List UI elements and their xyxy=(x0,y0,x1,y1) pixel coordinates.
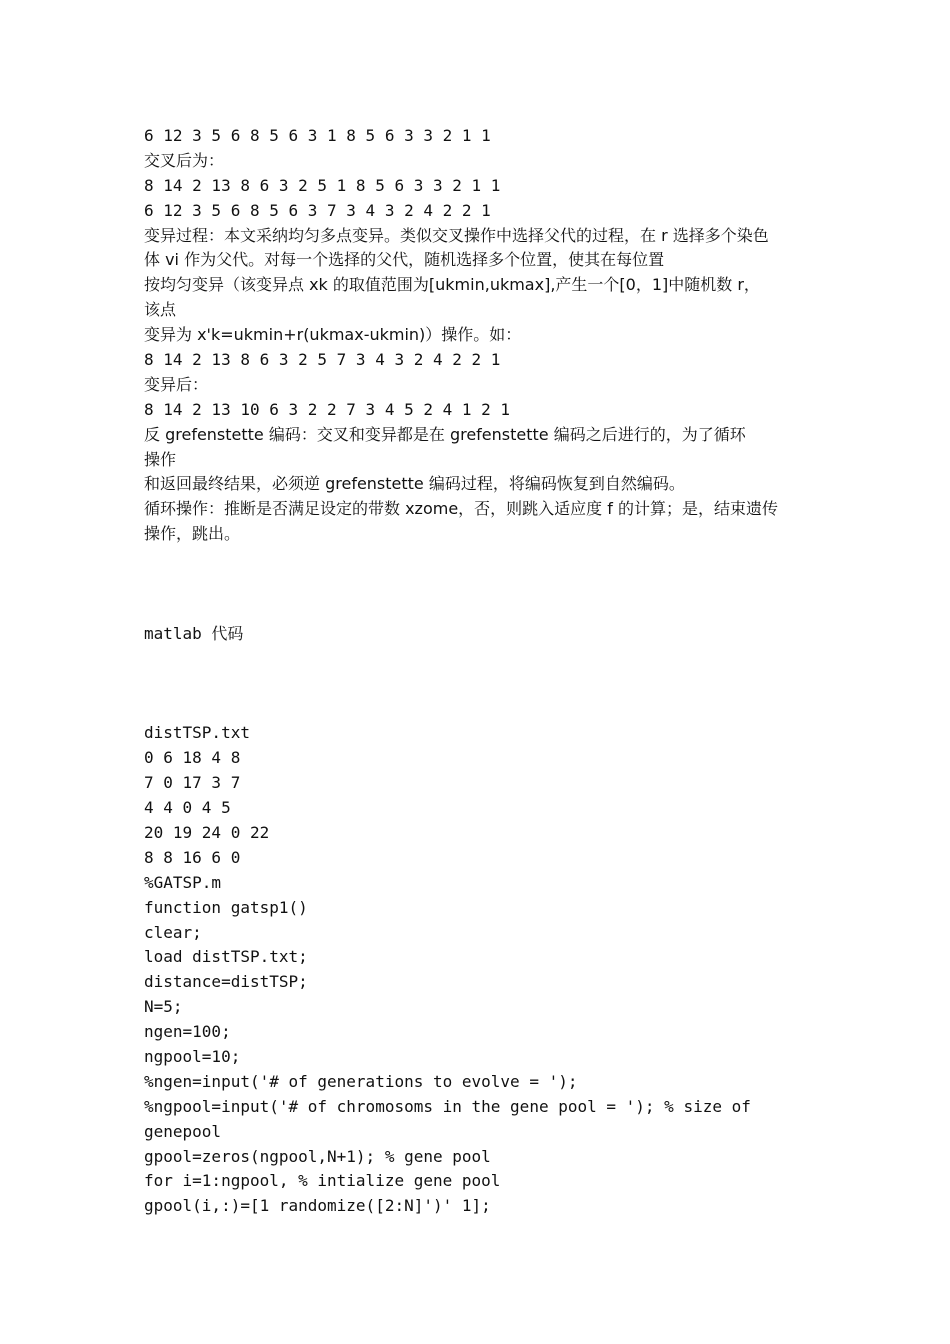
text-line: 反 grefenstette 编码：交叉和变异都是在 grefenstette 编码之后进行的，为了循环 xyxy=(144,425,746,444)
code-line: %ngen=input('# of generations to evolve = '); xyxy=(144,1072,578,1091)
text-line: 变异为 x'k=ukmin+r(ukmax-ukmin)）操作。如： xyxy=(144,325,522,344)
text-line: 该点 xyxy=(144,300,177,319)
text-line: 变异后： xyxy=(144,375,209,394)
code-line: ngen=100; xyxy=(144,1022,231,1041)
text-line: 体 vi 作为父代。对每一个选择的父代，随机选择多个位置，使其在每位置 xyxy=(144,250,665,269)
section-heading: matlab 代码 xyxy=(144,624,244,643)
code-line: 4 4 0 4 5 xyxy=(144,798,231,817)
code-line: %GATSP.m xyxy=(144,873,222,892)
code-line: gpool=zeros(ngpool,N+1); % gene pool xyxy=(144,1147,491,1166)
text-line: 6 12 3 5 6 8 5 6 3 7 3 4 3 2 4 2 2 1 xyxy=(144,201,491,220)
text-line: 8 14 2 13 8 6 3 2 5 1 8 5 6 3 3 2 1 1 xyxy=(144,176,501,195)
code-line: N=5; xyxy=(144,997,183,1016)
code-line: clear; xyxy=(144,923,202,942)
text-line: 变异过程：本文采纳均匀多点变异。类似交叉操作中选择父代的过程，在 r 选择多个染色 xyxy=(144,226,769,245)
text-line: 操作 xyxy=(144,450,177,469)
code-line: 8 8 16 6 0 xyxy=(144,848,241,867)
code-line: ngpool=10; xyxy=(144,1047,241,1066)
text-line: 8 14 2 13 10 6 3 2 2 7 3 4 5 2 4 1 2 1 xyxy=(144,400,511,419)
code-line: 7 0 17 3 7 xyxy=(144,773,241,792)
text-line: 6 12 3 5 6 8 5 6 3 1 8 5 6 3 3 2 1 1 xyxy=(144,126,491,145)
code-line: genepool xyxy=(144,1122,222,1141)
text-line: 8 14 2 13 8 6 3 2 5 7 3 4 3 2 4 2 2 1 xyxy=(144,350,501,369)
text-line: 交叉后为： xyxy=(144,151,225,170)
text-line: 和返回最终结果，必须逆 grefenstette 编码过程，将编码恢复到自然编码。 xyxy=(144,474,685,493)
code-line: distance=distTSP; xyxy=(144,972,308,991)
code-line: 20 19 24 0 22 xyxy=(144,823,270,842)
code-line: load distTSP.txt; xyxy=(144,947,308,966)
code-line: %ngpool=input('# of chromosoms in the gene pool = '); % size of xyxy=(144,1097,751,1116)
text-line: 操作，跳出。 xyxy=(144,524,241,543)
text-line: 循环操作：推断是否满足设定的带数 xzome，否，则跳入适应度 f 的计算；是，结束遗传 xyxy=(144,499,778,518)
code-line: 0 6 18 4 8 xyxy=(144,748,241,767)
code-line: for i=1:ngpool, % intialize gene pool xyxy=(144,1171,501,1190)
code-line: gpool(i,:)=[1 randomize([2:N]')' 1]; xyxy=(144,1196,491,1215)
text-line: 按均匀变异（该变异点 xk 的取值范围为[ukmin,ukmax],产生一个[0，1]中随机数 r， xyxy=(144,275,760,294)
code-line: function gatsp1() xyxy=(144,898,308,917)
code-line: distTSP.txt xyxy=(144,723,250,742)
